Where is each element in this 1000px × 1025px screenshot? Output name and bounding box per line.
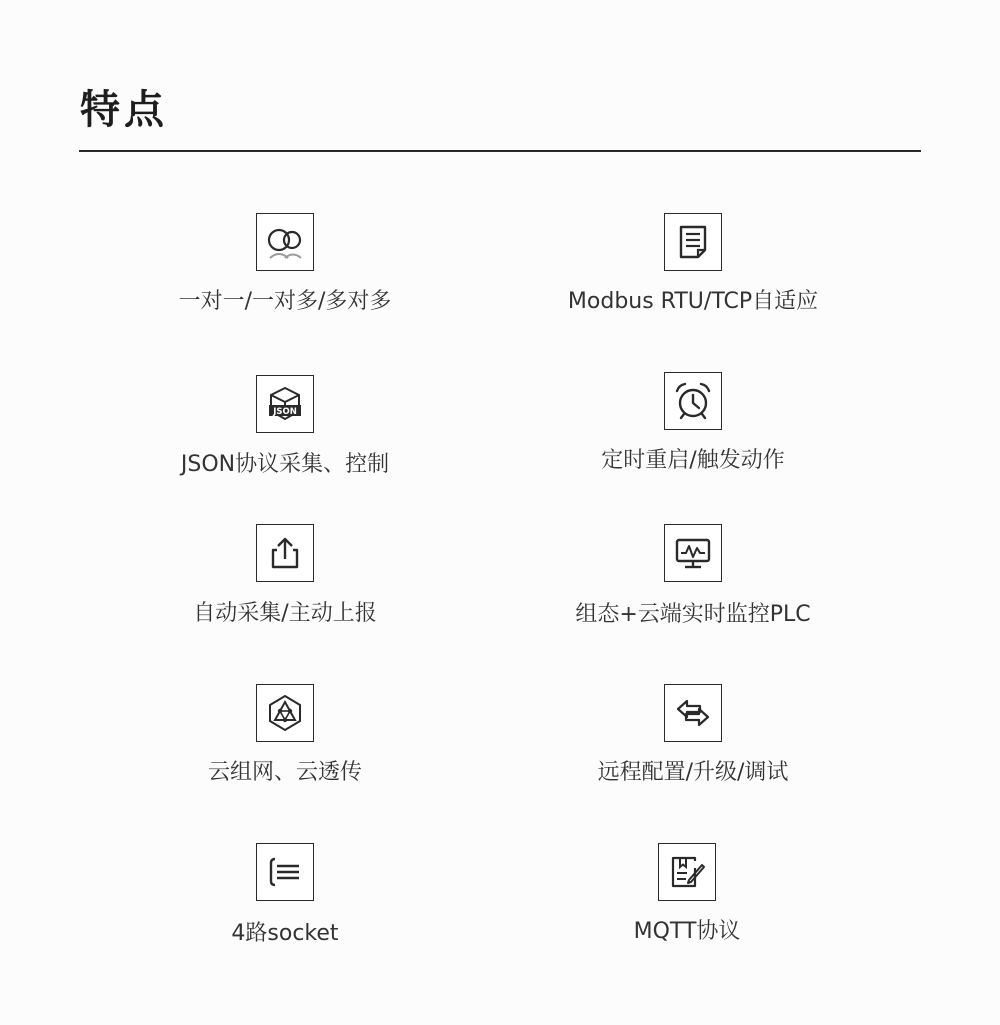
list-lines-icon	[256, 843, 314, 901]
feature-label: 组态+云端实时监控PLC	[575, 602, 811, 627]
feature-item	[75, 843, 495, 963]
json-package-icon	[256, 375, 314, 433]
document-icon	[664, 213, 722, 271]
feature-label: MQTT协议	[633, 919, 741, 944]
feature-item	[483, 213, 903, 333]
feature-label: Modbus RTU/TCP自适应	[567, 289, 819, 314]
feature-label: 定时重启/触发动作	[601, 448, 785, 473]
feature-item	[483, 372, 903, 492]
alarm-clock-icon	[664, 372, 722, 430]
svg-text:JSON: JSON	[273, 407, 297, 417]
feature-label: 远程配置/升级/调试	[597, 760, 789, 785]
note-edit-icon	[658, 843, 716, 901]
monitor-waveform-icon	[664, 524, 722, 582]
feature-label: 4路socket	[231, 921, 339, 946]
feature-item	[75, 375, 495, 495]
feature-label: JSON协议采集、控制	[180, 452, 390, 477]
network-polyhedron-icon	[256, 684, 314, 742]
feature-item	[477, 843, 897, 963]
feature-item	[75, 213, 495, 333]
feature-item	[75, 684, 495, 804]
feature-label: 一对一/一对多/多对多	[178, 289, 392, 314]
section-title: 特点	[80, 87, 168, 133]
users-circles-icon	[256, 213, 314, 271]
exchange-arrows-icon	[664, 684, 722, 742]
title-divider	[79, 150, 921, 152]
feature-label: 云组网、云透传	[207, 760, 362, 785]
feature-label: 自动采集/主动上报	[193, 601, 377, 626]
feature-item	[75, 524, 495, 644]
upload-share-icon	[256, 524, 314, 582]
feature-item	[483, 524, 903, 644]
feature-item	[483, 684, 903, 804]
